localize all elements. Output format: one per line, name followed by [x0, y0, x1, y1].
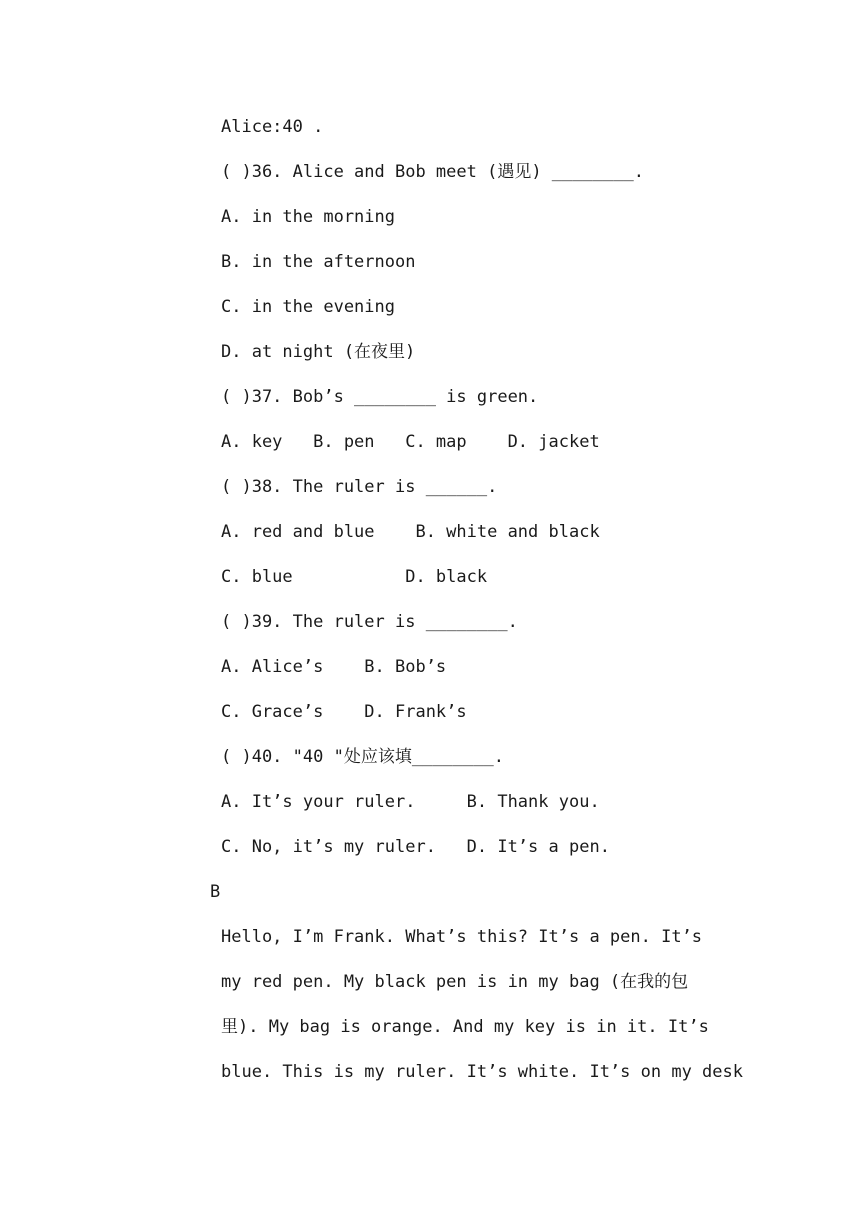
- question-39: ( )39. The ruler is ________.: [221, 612, 518, 632]
- question-36: ( )36. Alice and Bob meet (遇见) ________.: [221, 162, 644, 182]
- options-39ab: A. Alice’s B. Bob’s: [221, 657, 447, 677]
- question-38: ( )38. The ruler is ______.: [221, 477, 498, 497]
- options-37: A. key B. pen C. map D. jacket: [221, 432, 600, 452]
- options-38cd: C. blue D. black: [221, 567, 488, 587]
- option-36a: A. in the morning: [221, 207, 395, 227]
- option-36c: C. in the evening: [221, 297, 395, 317]
- passage-line-3: 里). My bag is orange. And my key is in it. It’s: [221, 1017, 709, 1037]
- section-heading-b: B: [210, 882, 221, 902]
- passage-line-4: blue. This is my ruler. It’s white. It’s on my desk: [221, 1062, 743, 1082]
- options-40cd: C. No, it’s my ruler. D. It’s a pen.: [221, 837, 610, 857]
- option-36b: B. in the afternoon: [221, 252, 416, 272]
- text-line: Alice:40 .: [221, 117, 324, 137]
- question-37: ( )37. Bob’s ________ is green.: [221, 387, 539, 407]
- options-38ab: A. red and blue B. white and black: [221, 522, 600, 542]
- option-36d: D. at night (在夜里): [221, 342, 416, 362]
- question-40: ( )40. "40 "处应该填________.: [221, 747, 504, 767]
- options-40ab: A. It’s your ruler. B. Thank you.: [221, 792, 600, 812]
- options-39cd: C. Grace’s D. Frank’s: [221, 702, 467, 722]
- passage-line-2: my red pen. My black pen is in my bag (在我的包: [221, 972, 689, 992]
- passage-line-1: Hello, I’m Frank. What’s this? It’s a pen. It’s: [221, 927, 703, 947]
